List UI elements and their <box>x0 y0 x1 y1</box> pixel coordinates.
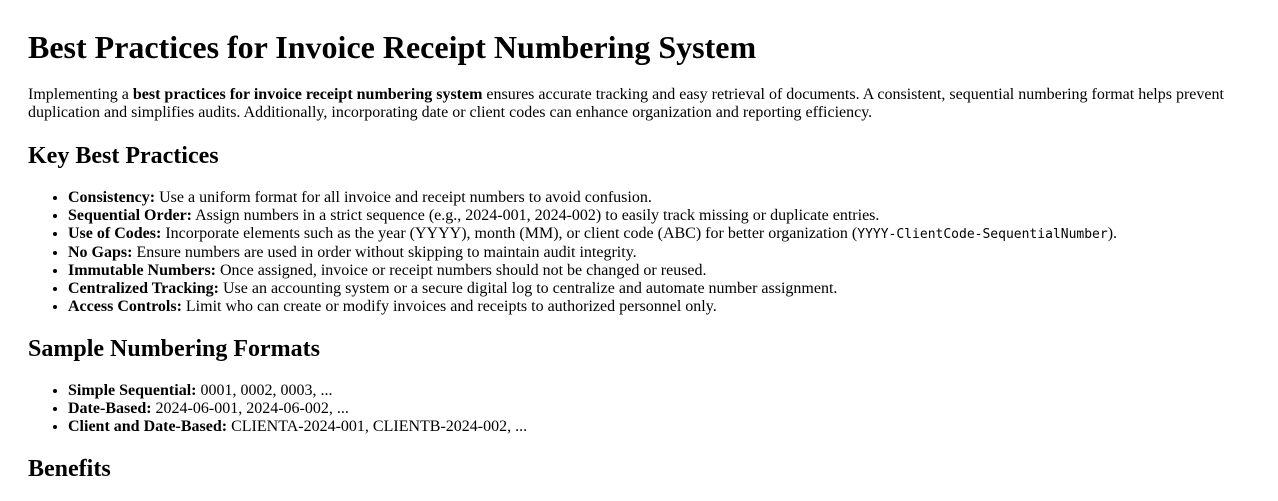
item-text: Use a uniform format for all invoice and receipt numbers to avoid confusion. <box>155 189 652 206</box>
list-item <box>68 298 1268 316</box>
item-text: 2024-06-001, 2024-06-002, ... <box>151 400 349 417</box>
item-label: Centralized Tracking: <box>68 280 219 297</box>
item-label: Date-Based: <box>68 400 152 417</box>
list-item <box>68 400 1268 418</box>
item-text: Once assigned, invoice or receipt numbers should not be changed or reused. <box>216 262 707 279</box>
intro-bold-phrase: best practices for invoice receipt numbering system <box>132 86 483 103</box>
item-label: Consistency: <box>68 189 156 206</box>
list-item <box>68 382 1268 400</box>
list-item <box>68 280 1268 298</box>
item-text: Limit who can create or modify invoices and receipts to authorized personnel only. <box>181 298 717 315</box>
item-label: No Gaps: <box>68 244 133 261</box>
intro-paragraph <box>28 86 1243 122</box>
item-text: Assign numbers in a strict sequence (e.g., 2024-001, 2024-002) to easily track missing or duplicate entries. <box>192 207 880 224</box>
item-label: Client and Date-Based: <box>68 418 228 435</box>
item-text-after: ). <box>1107 225 1118 242</box>
item-label: Simple Sequential: <box>68 382 197 399</box>
key-practices-heading: Key Best Practices <box>28 143 219 169</box>
item-text: 0001, 0002, 0003, ... <box>196 382 333 399</box>
format-code: YYYY-ClientCode-SequentialNumber <box>857 227 1108 242</box>
intro-prefix: Implementing a <box>28 86 133 103</box>
list-item <box>68 189 1268 207</box>
item-label: Immutable Numbers: <box>68 262 216 279</box>
list-item <box>68 262 1268 280</box>
list-item <box>68 225 1268 244</box>
sample-formats-heading: Sample Numbering Formats <box>28 336 320 362</box>
list-item <box>68 207 1268 225</box>
item-text: Use an accounting system or a secure digital log to centralize and automate number assignment. <box>218 280 838 297</box>
item-label: Use of Codes: <box>68 225 162 242</box>
item-label: Access Controls: <box>68 298 182 315</box>
item-text: Ensure numbers are used in order without skipping to maintain audit integrity. <box>132 244 637 261</box>
item-label: Sequential Order: <box>68 207 192 224</box>
item-text: Incorporate elements such as the year (YYYY), month (MM), or client code (ABC) for better organization ( <box>161 225 858 242</box>
sample-formats-list <box>28 382 1268 436</box>
page-title: Best Practices for Invoice Receipt Numbering System <box>28 29 757 65</box>
key-practices-list <box>28 189 1268 316</box>
list-item <box>68 418 1268 436</box>
intro-suffix: ensures accurate tracking and easy retrieval of documents. A consistent, sequential numbering format helps prevent duplication and simplifies audits. Additionally, incorporating date or client codes can enhance organization and reporting efficiency. <box>28 86 1224 121</box>
list-item <box>68 244 1268 262</box>
benefits-heading: Benefits <box>28 456 111 482</box>
item-text: CLIENTA-2024-001, CLIENTB-2024-002, ... <box>227 418 528 435</box>
